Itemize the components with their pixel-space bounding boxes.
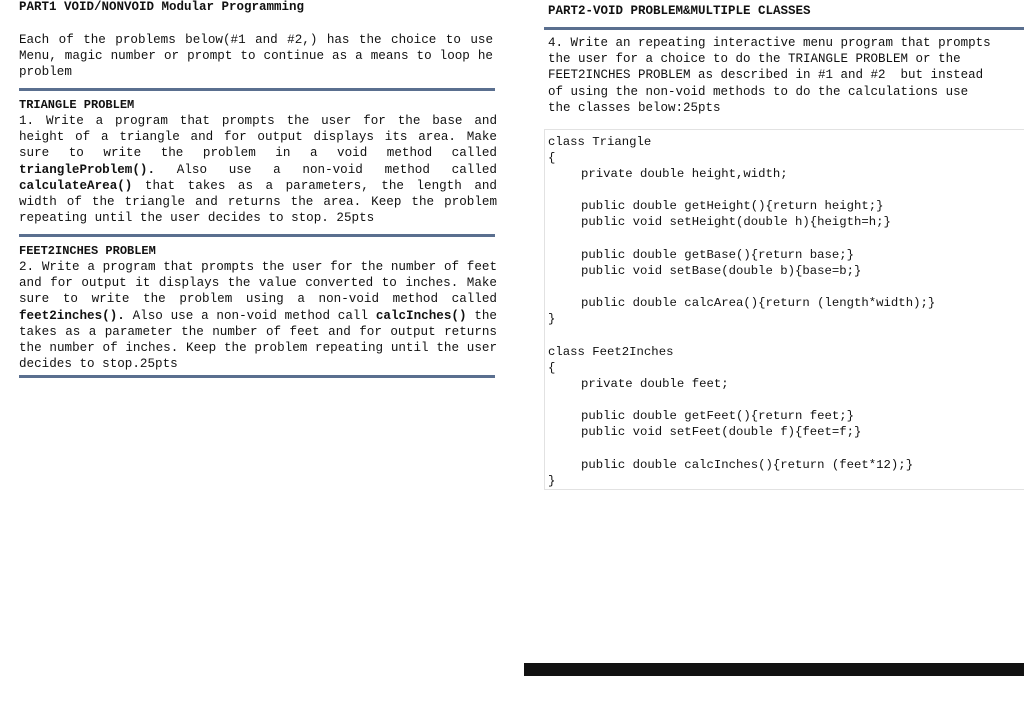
part1-title: PART1 VOID/NONVOID Modular Programming [19, 0, 305, 14]
part2-intro-line: FEET2INCHES PROBLEM as described in #1 and #2 but instead [548, 68, 984, 83]
bottom-bar [524, 663, 1024, 676]
separator [19, 88, 495, 91]
code-close-brace: } [548, 474, 556, 488]
separator [544, 27, 1024, 30]
code-set-height: public void setHeight(double h){heigth=h;} [581, 215, 891, 229]
part2-intro-line: 4. Write an repeating interactive menu program that prompts [548, 36, 991, 50]
code-calc-inches: public double calcInches(){return (feet*12);} [581, 458, 914, 472]
code-set-feet: public void setFeet(double f){feet=f;} [581, 425, 862, 439]
separator [19, 375, 495, 378]
feet2inches-problem-heading: FEET2INCHES PROBLEM [19, 244, 156, 258]
triangle-problem-heading: TRIANGLE PROBLEM [19, 98, 135, 112]
part2-title: PART2-VOID PROBLEM&MULTIPLE CLASSES [548, 4, 811, 18]
code-get-height: public double getHeight(){return height;} [581, 199, 884, 213]
code-calc-area: public double calcArea(){return (length*width);} [581, 296, 936, 310]
code-open-brace: { [548, 151, 556, 165]
triangle-problem-text: 1. Write a program that prompts the user for the base and height of a triangle and for output displays its area. Make sure to write the problem in a void method called triangleProblem(). Also use a non-void method called calculateArea() that takes as a parameters, the length and width of the triangle and returns the area. Keep the problem repeating until the user decides to stop. 25pts [19, 114, 497, 226]
code-triangle-field: private double height,width; [581, 167, 788, 181]
method-calculate-area: calculateArea() [19, 178, 133, 193]
code-feet-field: private double feet; [581, 377, 729, 391]
code-feet-class: class Feet2Inches [548, 345, 674, 359]
method-triangle-problem: triangleProblem(). [19, 162, 156, 177]
separator [19, 234, 495, 237]
part2-intro-line: the classes below:25pts [548, 100, 721, 115]
part1-intro: Each of the problems below(#1 and #2,) has the choice to use Menu, magic number or prompt to continue as a means to loop he problem [19, 33, 493, 80]
part2-intro-line: the user for a choice to do the TRIANGLE PROBLEM or the [548, 52, 961, 67]
method-feet2inches: feet2inches(). [19, 308, 125, 323]
code-get-feet: public double getFeet(){return feet;} [581, 409, 855, 423]
code-close-brace: } [548, 312, 556, 326]
part2-intro [548, 35, 1024, 116]
feet2inches-problem-section [19, 243, 497, 372]
part2-intro-line: of using the non-void methods to do the calculations use [548, 84, 969, 99]
triangle-problem-section [19, 97, 497, 226]
method-calc-inches: calcInches() [375, 308, 467, 323]
code-triangle-class: class Triangle [548, 135, 652, 149]
code-get-base: public double getBase(){return base;} [581, 248, 855, 262]
code-set-base: public void setBase(double b){base=b;} [581, 264, 862, 278]
code-open-brace: { [548, 361, 556, 375]
feet2inches-problem-text: 2. Write a program that prompts the user for the number of feet and for output it displays the value converted to inches. Make sure to write the problem using a non-void method called feet2inches(). Also use a non-void method call calcInches() the takes as a parameter the number of feet and for output returns the number of inches. Keep the problem repeating until the user decides to stop.25pts [19, 260, 497, 372]
